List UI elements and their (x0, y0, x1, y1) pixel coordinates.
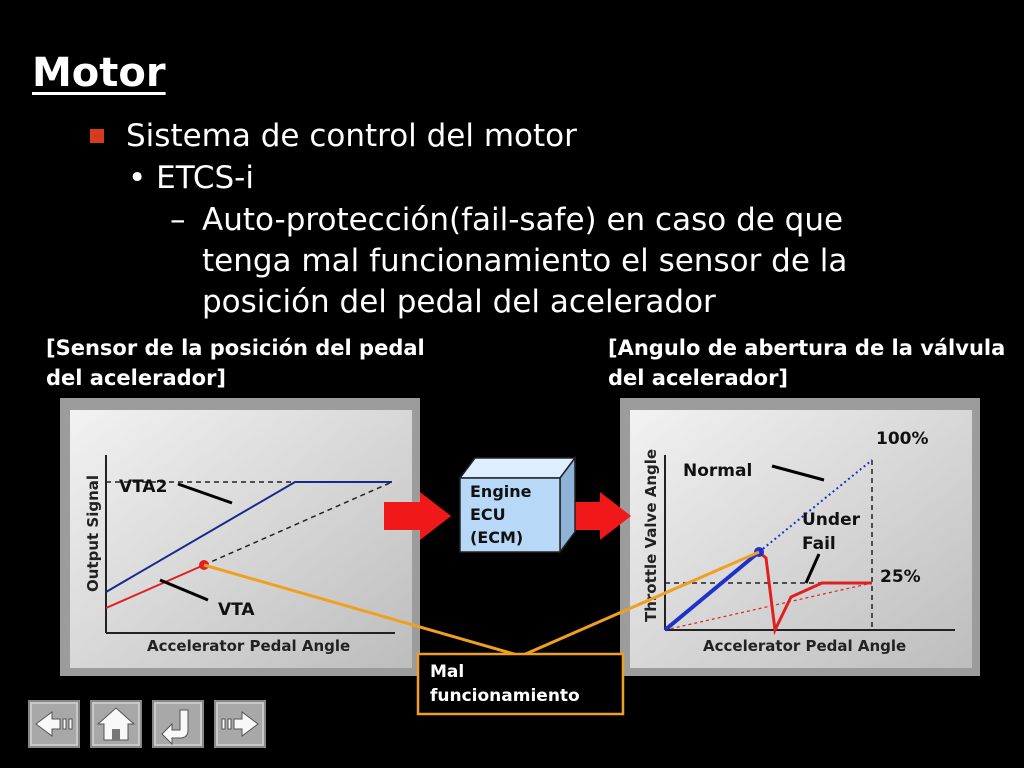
label-25: 25% (880, 567, 921, 587)
right-chart-panel (620, 398, 980, 676)
bullet-level-3-text: Auto-protección(fail-safe) en caso de que tenga mal funcionamiento el sensor de la posición del pedal del acelerador (202, 202, 848, 320)
last-slide-button[interactable] (214, 700, 266, 748)
first-slide-icon (28, 700, 80, 748)
left-caption: [Sensor de la posición del pedal del acelerador] (46, 336, 425, 390)
home-icon (90, 700, 142, 748)
label-100: 100% (876, 429, 929, 449)
ecu-line-1: Engine (470, 482, 532, 501)
right-xlabel: Accelerator Pedal Angle (703, 637, 907, 655)
return-button[interactable] (152, 700, 204, 748)
right-caption: [Angulo de abertura de la válvula del acelerador] (608, 336, 1006, 390)
dot-bullet-icon: • (128, 160, 147, 196)
home-button[interactable] (90, 700, 142, 748)
dash-bullet-icon: – (170, 202, 186, 238)
first-slide-button[interactable] (28, 700, 80, 748)
bullet-level-1-text: Sistema de control del motor (126, 118, 577, 154)
bullet-level-2-text: ETCS-i (156, 160, 254, 196)
right-ylabel: Throttle Valve Angle (642, 448, 660, 622)
ecu-line-3: (ECM) (470, 528, 524, 547)
return-icon (152, 700, 204, 748)
malfunction-line-2: funcionamiento (430, 686, 580, 706)
left-chart-panel (60, 398, 420, 676)
ecu-line-2: ECU (470, 505, 506, 524)
left-ylabel: Output Signal (84, 474, 102, 592)
last-slide-icon (214, 700, 266, 748)
normal-label: Normal (683, 461, 753, 481)
ecu-box (460, 458, 575, 552)
vta-label: VTA (218, 600, 255, 620)
under-fail-label-2: Fail (802, 534, 836, 554)
left-panel-background (70, 410, 412, 668)
left-xlabel: Accelerator Pedal Angle (147, 637, 351, 655)
under-fail-label-1: Under (802, 510, 860, 530)
vta2-label: VTA2 (119, 477, 168, 497)
malfunction-line-1: Mal (430, 662, 465, 682)
page-title: Motor (32, 50, 166, 96)
